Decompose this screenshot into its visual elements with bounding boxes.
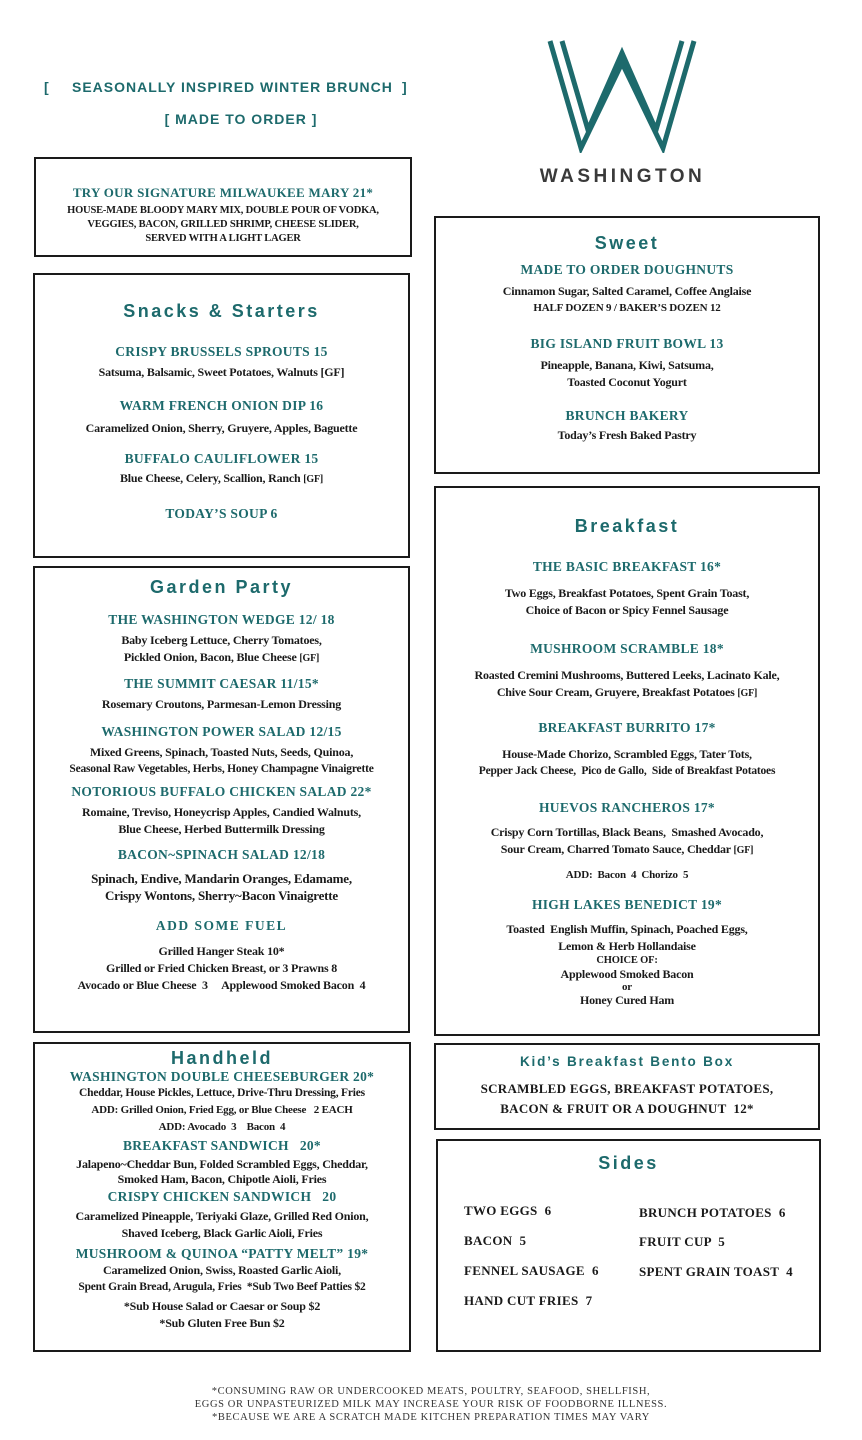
signature-box	[34, 157, 412, 257]
side-item: HAND CUT FRIES 7	[464, 1293, 593, 1308]
breakfast-name: BREAKFAST BURRITO 17*	[538, 720, 716, 735]
breakfast-desc	[436, 684, 818, 702]
snacks-title: Snacks & Starters	[123, 301, 320, 321]
snack-desc: Satsuma, Balsamic, Sweet Potatoes, Walnuts [GF]	[98, 365, 345, 379]
breakfast-name: MUSHROOM SCRAMBLE 18*	[530, 641, 724, 656]
header-subtitle: [ MADE TO ORDER ]	[164, 111, 318, 127]
header-bracket-open: [	[44, 79, 50, 95]
breakfast-desc: House-Made Chorizo, Scrambled Eggs, Tater Tots,	[502, 747, 752, 761]
breakfast-name: HUEVOS RANCHEROS 17*	[538, 800, 715, 815]
fuel-line: Grilled Hanger Steak 10*	[158, 944, 285, 958]
benedict-option: Applewood Smoked Bacon	[560, 967, 694, 981]
sandwich-sub: *Sub House Salad or Caesar or Soup $2	[123, 1299, 321, 1313]
sides-title: Sides	[598, 1153, 659, 1173]
snacks-box	[33, 273, 410, 558]
salad-desc	[35, 649, 408, 667]
sweet-name: BRUNCH BAKERY	[565, 408, 689, 423]
salad-name: THE WASHINGTON WEDGE 12/ 18	[108, 612, 335, 627]
sweet-title: Sweet	[594, 233, 660, 253]
signature-desc-1: HOUSE-MADE BLOODY MARY MIX, DOUBLE POUR OF VODKA,	[67, 205, 379, 216]
sandwich-name: BREAKFAST SANDWICH 20*	[123, 1138, 321, 1153]
salad-name: THE SUMMIT CAESAR 11/15*	[124, 676, 319, 691]
header-title: SEASONALLY INSPIRED WINTER BRUNCH	[72, 79, 393, 95]
salad-desc: Romaine, Treviso, Honeycrisp Apples, Candied Walnuts,	[82, 805, 361, 819]
breakfast-desc: Lemon & Herb Hollandaise	[558, 939, 696, 953]
logo-wordmark: WASHINGTON	[539, 166, 706, 187]
sweet-desc: Today’s Fresh Baked Pastry	[557, 428, 697, 442]
breakfast-desc: Two Eggs, Breakfast Potatoes, Spent Grain Toast,	[504, 586, 750, 600]
side-item: BRUNCH POTATOES 6	[639, 1205, 786, 1220]
sandwich-add: ADD: Avocado 3 Bacon 4	[158, 1121, 286, 1133]
side-item: FENNEL SAUSAGE 6	[464, 1263, 599, 1278]
kids-title: Kid’s Breakfast Bento Box	[519, 1054, 735, 1069]
benedict-or: or	[622, 981, 632, 993]
salad-desc: Spinach, Endive, Mandarin Oranges, Edamame,	[91, 871, 352, 886]
sandwich-desc: Cheddar, House Pickles, Lettuce, Drive-Thru Dressing, Fries	[79, 1087, 365, 1099]
sandwich-desc: Smoked Ham, Bacon, Chipotle Aioli, Fries	[117, 1172, 327, 1186]
header-bracket-close: ]	[402, 79, 408, 95]
gf-tag: [GF]	[299, 653, 320, 664]
breakfast-desc: Toasted English Muffin, Spinach, Poached Eggs,	[506, 922, 748, 936]
breakfast-desc-text: Sour Cream, Charred Tomato Sauce, Cheddar	[500, 842, 731, 856]
fuel-line: Avocado or Blue Cheese 3 Applewood Smoked Bacon 4	[77, 978, 366, 992]
gf-tag: [GF]	[303, 474, 324, 485]
salad-name: NOTORIOUS BUFFALO CHICKEN SALAD 22*	[71, 784, 372, 799]
breakfast-desc: Crispy Corn Tortillas, Black Beans, Smashed Avocado,	[490, 825, 764, 839]
sandwich-desc: Spent Grain Bread, Arugula, Fries *Sub Two Beef Patties $2	[78, 1281, 366, 1293]
breakfast-desc-text: Chive Sour Cream, Gruyere, Breakfast Potatoes	[496, 685, 735, 699]
snack-name: BUFFALO CAULIFLOWER 15	[124, 451, 319, 466]
salad-desc: Mixed Greens, Spinach, Toasted Nuts, Seeds, Quinoa,	[89, 745, 354, 759]
side-item: SPENT GRAIN TOAST 4	[639, 1264, 793, 1279]
kids-desc: SCRAMBLED EGGS, BREAKFAST POTATOES,	[480, 1081, 774, 1096]
sandwich-name: CRISPY CHICKEN SANDWICH 20	[107, 1189, 337, 1204]
sweet-box	[434, 216, 820, 474]
breakfast-add: ADD: Bacon 4 Chorizo 5	[565, 869, 689, 881]
signature-desc-2: VEGGIES, BACON, GRILLED SHRIMP, CHEESE SLIDER,	[87, 219, 359, 230]
sweet-desc: Toasted Coconut Yogurt	[567, 375, 687, 389]
side-item: FRUIT CUP 5	[639, 1234, 726, 1249]
w-logo-icon	[540, 38, 705, 153]
handheld-title: Handheld	[170, 1048, 273, 1068]
sandwich-name: MUSHROOM & QUINOA “PATTY MELT” 19*	[75, 1246, 369, 1261]
sweet-desc: Cinnamon Sugar, Salted Caramel, Coffee Anglaise	[502, 284, 752, 298]
salad-desc: Seasonal Raw Vegetables, Herbs, Honey Champagne Vinaigrette	[69, 763, 374, 775]
snack-name: WARM FRENCH ONION DIP 16	[119, 398, 324, 413]
breakfast-name: THE BASIC BREAKFAST 16*	[532, 559, 722, 574]
breakfast-title: Breakfast	[574, 516, 680, 536]
salad-name: WASHINGTON POWER SALAD 12/15	[101, 724, 342, 739]
footer-line: EGGS OR UNPASTEURIZED MILK MAY INCREASE YOUR RISK OF FOODBORNE ILLNESS.	[194, 1399, 668, 1410]
sandwich-desc: Shaved Iceberg, Black Garlic Aioli, Fries	[121, 1226, 323, 1240]
footer-line: *CONSUMING RAW OR UNDERCOOKED MEATS, POULTRY, SEAFOOD, SHELLFISH,	[211, 1386, 651, 1397]
breakfast-desc	[436, 841, 818, 859]
salad-desc-text: Pickled Onion, Bacon, Blue Cheese	[123, 650, 297, 664]
garden-box	[33, 566, 410, 1033]
sweet-name: BIG ISLAND FRUIT BOWL 13	[530, 336, 724, 351]
handheld-box	[33, 1042, 411, 1352]
sides-box	[436, 1139, 821, 1352]
gf-tag: [GF]	[733, 845, 754, 856]
salad-name: BACON~SPINACH SALAD 12/18	[117, 847, 326, 862]
breakfast-desc: Pepper Jack Cheese, Pico de Gallo, Side of Breakfast Potatoes	[478, 765, 776, 777]
sweet-name: MADE TO ORDER DOUGHNUTS	[520, 262, 734, 277]
footer-line: *BECAUSE WE ARE A SCRATCH MADE KITCHEN PREPARATION TIMES MAY VARY	[212, 1412, 650, 1423]
side-item: BACON 5	[464, 1233, 527, 1248]
snack-name: CRISPY BRUSSELS SPROUTS 15	[115, 344, 328, 359]
breakfast-box	[434, 486, 820, 1036]
kids-box	[434, 1043, 820, 1130]
breakfast-desc: Roasted Cremini Mushrooms, Buttered Leeks, Lacinato Kale,	[474, 668, 780, 682]
benedict-choice: CHOICE OF:	[596, 955, 658, 966]
footer-disclaimer	[0, 1385, 862, 1424]
salad-desc: Blue Cheese, Herbed Buttermilk Dressing	[118, 822, 325, 836]
garden-title: Garden Party	[149, 577, 294, 597]
fuel-title: ADD SOME FUEL	[155, 918, 288, 933]
sandwich-name: WASHINGTON DOUBLE CHEESEBURGER 20*	[69, 1069, 375, 1084]
sandwich-desc: Jalapeno~Cheddar Bun, Folded Scrambled Eggs, Cheddar,	[76, 1157, 368, 1171]
sweet-desc: Pineapple, Banana, Kiwi, Satsuma,	[540, 358, 714, 372]
snack-desc: Caramelized Onion, Sherry, Gruyere, Apples, Baguette	[85, 421, 358, 435]
benedict-option: Honey Cured Ham	[579, 993, 675, 1007]
salad-desc: Crispy Wontons, Sherry~Bacon Vinaigrette	[104, 888, 338, 903]
sandwich-desc: Caramelized Pineapple, Teriyaki Glaze, Grilled Red Onion,	[75, 1209, 369, 1223]
sandwich-desc: Caramelized Onion, Swiss, Roasted Garlic Aioli,	[103, 1263, 341, 1277]
salad-desc: Rosemary Croutons, Parmesan-Lemon Dressing	[101, 697, 342, 711]
gf-tag: [GF]	[737, 688, 758, 699]
sandwich-sub: *Sub Gluten Free Bun $2	[159, 1316, 285, 1330]
snack-desc-text: Blue Cheese, Celery, Scallion, Ranch	[119, 471, 301, 485]
kids-desc: BACON & FRUIT OR A DOUGHNUT 12*	[500, 1101, 754, 1116]
snack-name: TODAY’S SOUP 6	[165, 506, 278, 521]
breakfast-desc: Choice of Bacon or Spicy Fennel Sausage	[525, 603, 729, 617]
side-item: TWO EGGS 6	[464, 1203, 552, 1218]
breakfast-name: HIGH LAKES BENEDICT 19*	[531, 897, 723, 912]
snack-desc	[35, 470, 408, 488]
salad-desc: Baby Iceberg Lettuce, Cherry Tomatoes,	[121, 633, 322, 647]
signature-title: TRY OUR SIGNATURE MILWAUKEE MARY 21*	[72, 185, 374, 200]
sandwich-add: ADD: Grilled Onion, Fried Egg, or Blue Cheese 2 EACH	[91, 1104, 353, 1116]
signature-desc-3: SERVED WITH A LIGHT LAGER	[145, 233, 301, 244]
fuel-line: Grilled or Fried Chicken Breast, or 3 Prawns 8	[105, 961, 338, 975]
sweet-desc: HALF DOZEN 9 / BAKER’S DOZEN 12	[533, 302, 721, 314]
washington-logo	[540, 38, 705, 198]
